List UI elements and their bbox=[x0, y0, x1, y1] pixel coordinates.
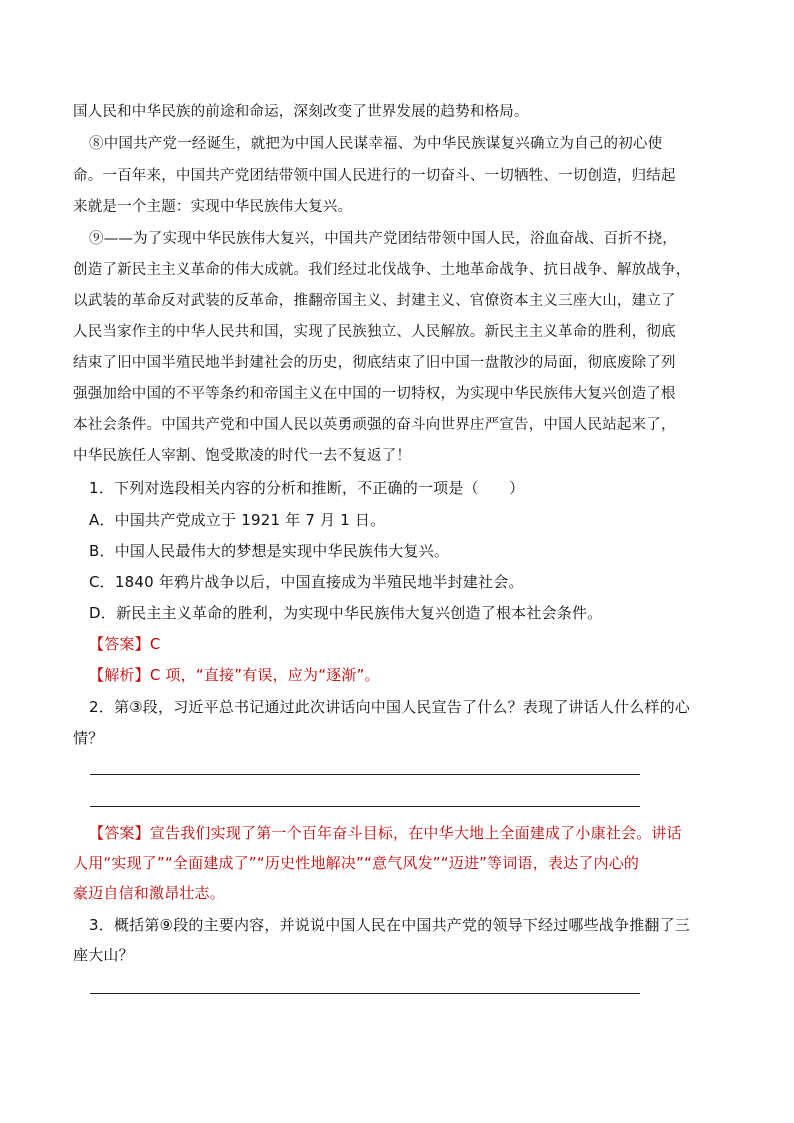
question-1-option-b: B．中国人民最伟大的梦想是实现中华民族伟大复兴。 bbox=[89, 542, 450, 560]
question-1-option-c: C．1840 年鸦片战争以后，中国直接成为半殖民地半封建社会。 bbox=[89, 573, 524, 591]
passage-line: 来就是一个主题：实现中华民族伟大复兴。 bbox=[73, 199, 353, 215]
question-1-analysis bbox=[89, 665, 739, 685]
passage-line: 国人民和中华民族的前途和命运，深刻改变了世界发展的趋势和格局。 bbox=[73, 104, 529, 120]
question-2-answer bbox=[89, 823, 739, 843]
answer-tag: 【答案】 bbox=[89, 635, 150, 653]
answer-text: C bbox=[149, 635, 161, 653]
analysis-tag: 【解析】 bbox=[89, 666, 150, 684]
question-1-answer bbox=[89, 634, 739, 654]
passage-line: 结束了旧中国半殖民地半封建社会的历史，彻底结束了旧中国一盘散沙的局面，彻底废除了列 bbox=[73, 355, 676, 371]
question-2-stem: 情？ bbox=[73, 729, 104, 747]
passage-line: ⑧中国共产党一经诞生，就把为中国人民谋幸福、为中华民族谋复兴确立为自己的初心使 bbox=[89, 136, 663, 152]
passage-line: ⑨——为了实现中华民族伟大复兴，中国共产党团结带领中国人民，浴血奋战、百折不挠， bbox=[89, 231, 677, 247]
question-1-stem: 1．下列对选段相关内容的分析和推断，不正确的一项是（ ） bbox=[89, 479, 525, 497]
passage-line: 命。一百年来，中国共产党团结带领中国人民进行的一切奋斗、一切牺牲、一切创造，归结起 bbox=[73, 168, 676, 184]
question-2-stem: 2．第③段，习近平总书记通过此次讲话向中国人民宣告了什么？表现了讲话人什么样的心 bbox=[89, 698, 690, 716]
passage-line: 以武装的革命反对武装的反革命，推翻帝国主义、封建主义、官僚资本主义三座大山，建立了 bbox=[73, 293, 676, 309]
answer-line bbox=[90, 993, 640, 994]
question-2-answer-line: 豪迈自信和激昂壮志。 bbox=[73, 884, 226, 902]
passage-line: 创造了新民主主义革命的伟大成就。我们经过北伐战争、土地革命战争、抗日战争、解放战争， bbox=[73, 262, 691, 278]
passage-line: 中华民族任人宰割、饱受欺凌的时代一去不复返了！ bbox=[73, 448, 412, 464]
question-1-option-d: D．新民主主义革命的胜利，为实现中华民族伟大复兴创造了根本社会条件。 bbox=[89, 604, 603, 622]
passage-line: 强强加给中国的不平等条约和帝国主义在中国的一切特权，为实现中华民族伟大复兴创造了根 bbox=[73, 386, 676, 402]
question-3-stem: 3．概括第⑨段的主要内容，并说说中国人民在中国共产党的领导下经过哪些战争推翻了三 bbox=[89, 916, 690, 934]
passage-line: 本社会条件。中国共产党和中国人民以英勇顽强的奋斗向世界庄严宣告，中国人民站起来了， bbox=[73, 417, 676, 433]
answer-line bbox=[90, 806, 640, 807]
answer-text: 宣告我们实现了第一个百年奋斗目标，在中华大地上全面建成了小康社会。讲话 bbox=[149, 824, 682, 842]
question-1-option-a: A．中国共产党成立于 1921 年 7 月 1 日。 bbox=[89, 511, 386, 529]
question-3-stem: 座大山？ bbox=[73, 946, 134, 964]
answer-tag: 【答案】 bbox=[89, 824, 150, 842]
question-2-answer-line: 人用“实现了”“全面建成了”“历史性地解决”“意气风发”“迈进”等词语，表达了内心的 bbox=[73, 854, 640, 872]
answer-line bbox=[90, 774, 640, 775]
passage-line: 人民当家作主的中华人民共和国，实现了民族独立、人民解放。新民主主义革命的胜利，彻底 bbox=[73, 324, 676, 340]
analysis-text: C 项，“直接”有误，应为“逐渐”。 bbox=[149, 666, 380, 684]
